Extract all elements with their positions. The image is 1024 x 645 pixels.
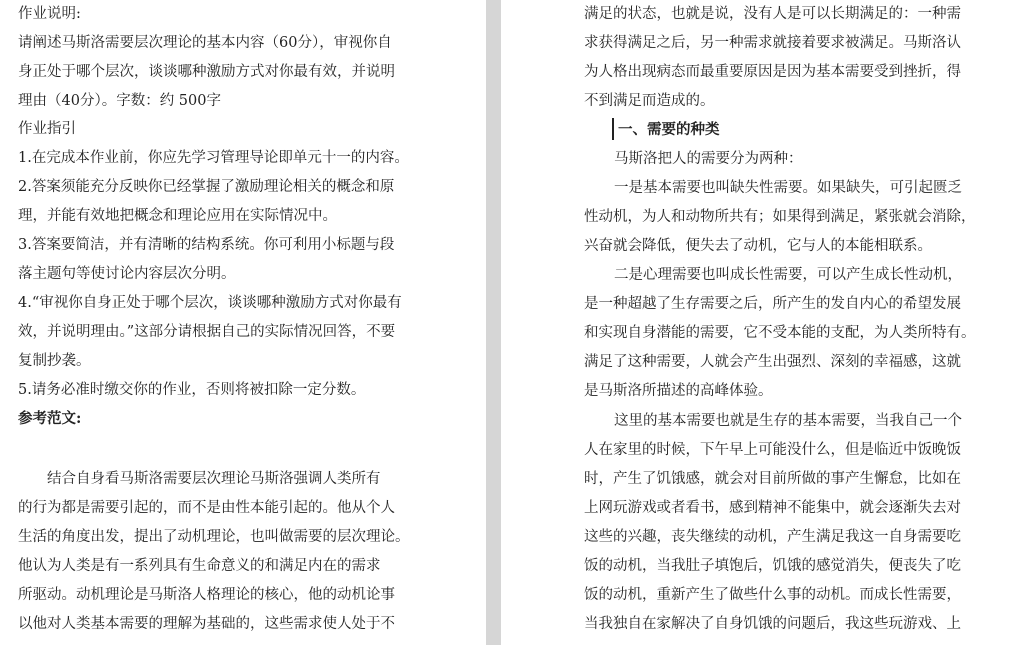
body-line: 求获得满足之后，另一种需求就接着要求被满足。马斯洛认: [584, 35, 961, 51]
paragraph-line: 满足了这种需要，人就会产生出强烈、深刻的幸福感，这就: [584, 354, 961, 370]
paragraph-line: 上网玩游戏或者看书，感到精神不能集中，就会逐渐失去对: [584, 500, 961, 516]
body-line: 满足的状态，也就是说，没有人是可以长期满足的：一种需: [584, 6, 961, 22]
paragraph-line: 这些的兴趣，丧失继续的动机，产生满足我这一自身需要吃: [584, 529, 961, 545]
body-line: 的行为都是需要引起的，而不是由性本能引起的。他从个人: [18, 500, 395, 516]
body-line: 为人格出现病态而最重要原因是因为基本需要受到挫折，得: [584, 64, 961, 80]
paragraph-line: 饭的动机，重新产生了做些什么事的动机。而成长性需要，: [584, 587, 961, 603]
section-heading: 一、需要的种类: [618, 121, 720, 138]
guide-title: 作业指引: [18, 121, 76, 137]
paragraph-line: 性动机，为人和动物所共有；如果得到满足，紧张就会消除，: [584, 209, 976, 225]
paragraph-line: 人在家里的时候，下午早上可能没什么，但是临近中饭晚饭: [584, 442, 961, 458]
guide-item: 3.答案要简洁，并有清晰的结构系统。你可利用小标题与段: [18, 237, 395, 253]
paragraph-line: 是马斯洛所描述的高峰体验。: [584, 383, 773, 399]
guide-item: 2.答案须能充分反映你已经掌握了激励理论相关的概念和原: [18, 179, 395, 195]
guide-item: 复制抄袭。: [18, 353, 91, 369]
paragraph-line: 当我独自在家解决了自身饥饿的问题后，我这些玩游戏、上: [584, 616, 961, 632]
text-cursor: [612, 118, 614, 140]
paragraph-line: 一是基本需要也叫缺失性需要。如果缺失，可引起匮乏: [614, 180, 962, 196]
body-line: 以他对人类基本需要的理解为基础的，这些需求使人处于不: [18, 616, 395, 632]
guide-item: 1.在完成本作业前，你应先学习管理导论即单元十一的内容。: [18, 150, 409, 166]
body-line: 不到满足而造成的。: [584, 93, 715, 109]
assignment-text-line: 身正处于哪个层次，谈谈哪种激励方式对你最有效，并说明: [18, 64, 395, 80]
paragraph-line: 是一种超越了生存需要之后，所产生的发自内心的希望发展: [584, 296, 961, 312]
left-page: [0, 0, 486, 645]
section-intro: 马斯洛把人的需要分为两种：: [614, 151, 803, 167]
page-gap-divider: [486, 0, 501, 645]
paragraph-line: 饭的动机，当我肚子填饱后，饥饿的感觉消失，便丧失了吃: [584, 558, 961, 574]
paragraph-line: 兴奋就会降低，便失去了动机，它与人的本能相联系。: [584, 238, 932, 254]
guide-item: 理，并能有效地把概念和理论应用在实际情况中。: [18, 208, 337, 224]
guide-item: 5.请务必准时缴交你的作业，否则将被扣除一定分数。: [18, 382, 366, 398]
paragraph-line: 时，产生了饥饿感，就会对目前所做的事产生懈怠，比如在: [584, 471, 961, 487]
guide-item: 落主题句等使讨论内容层次分明。: [18, 266, 236, 282]
assignment-title: 作业说明:: [18, 6, 81, 22]
body-line: 所驱动。动机理论是马斯洛人格理论的核心，他的动机论事: [18, 587, 395, 603]
paragraph-line: 二是心理需要也叫成长性需要，可以产生成长性动机，: [614, 267, 962, 283]
body-line: 生活的角度出发，提出了动机理论，也叫做需要的层次理论。: [18, 529, 410, 545]
paragraph-line: 和实现自身潜能的需要，它不受本能的支配，为人类所特有。: [584, 325, 976, 341]
assignment-text-line: 请阐述马斯洛需要层次理论的基本内容（60分），审视你自: [18, 35, 392, 51]
guide-item: 效，并说明理由。”这部分请根据自己的实际情况回答，不要: [18, 324, 396, 340]
sample-essay-title: 参考范文:: [18, 410, 82, 427]
right-page: [501, 0, 1024, 645]
guide-item: 4.“审视你自身正处于哪个层次，谈谈哪种激励方式对你最有: [18, 295, 402, 311]
body-line: 他认为人类是有一系列具有生命意义的和满足内在的需求: [18, 558, 381, 574]
paragraph-line: 这里的基本需要也就是生存的基本需要，当我自己一个: [614, 413, 962, 429]
body-line: 结合自身看马斯洛需要层次理论马斯洛强调人类所有: [47, 471, 381, 487]
assignment-text-line: 理由（40分）。字数：约 500字: [18, 93, 221, 109]
